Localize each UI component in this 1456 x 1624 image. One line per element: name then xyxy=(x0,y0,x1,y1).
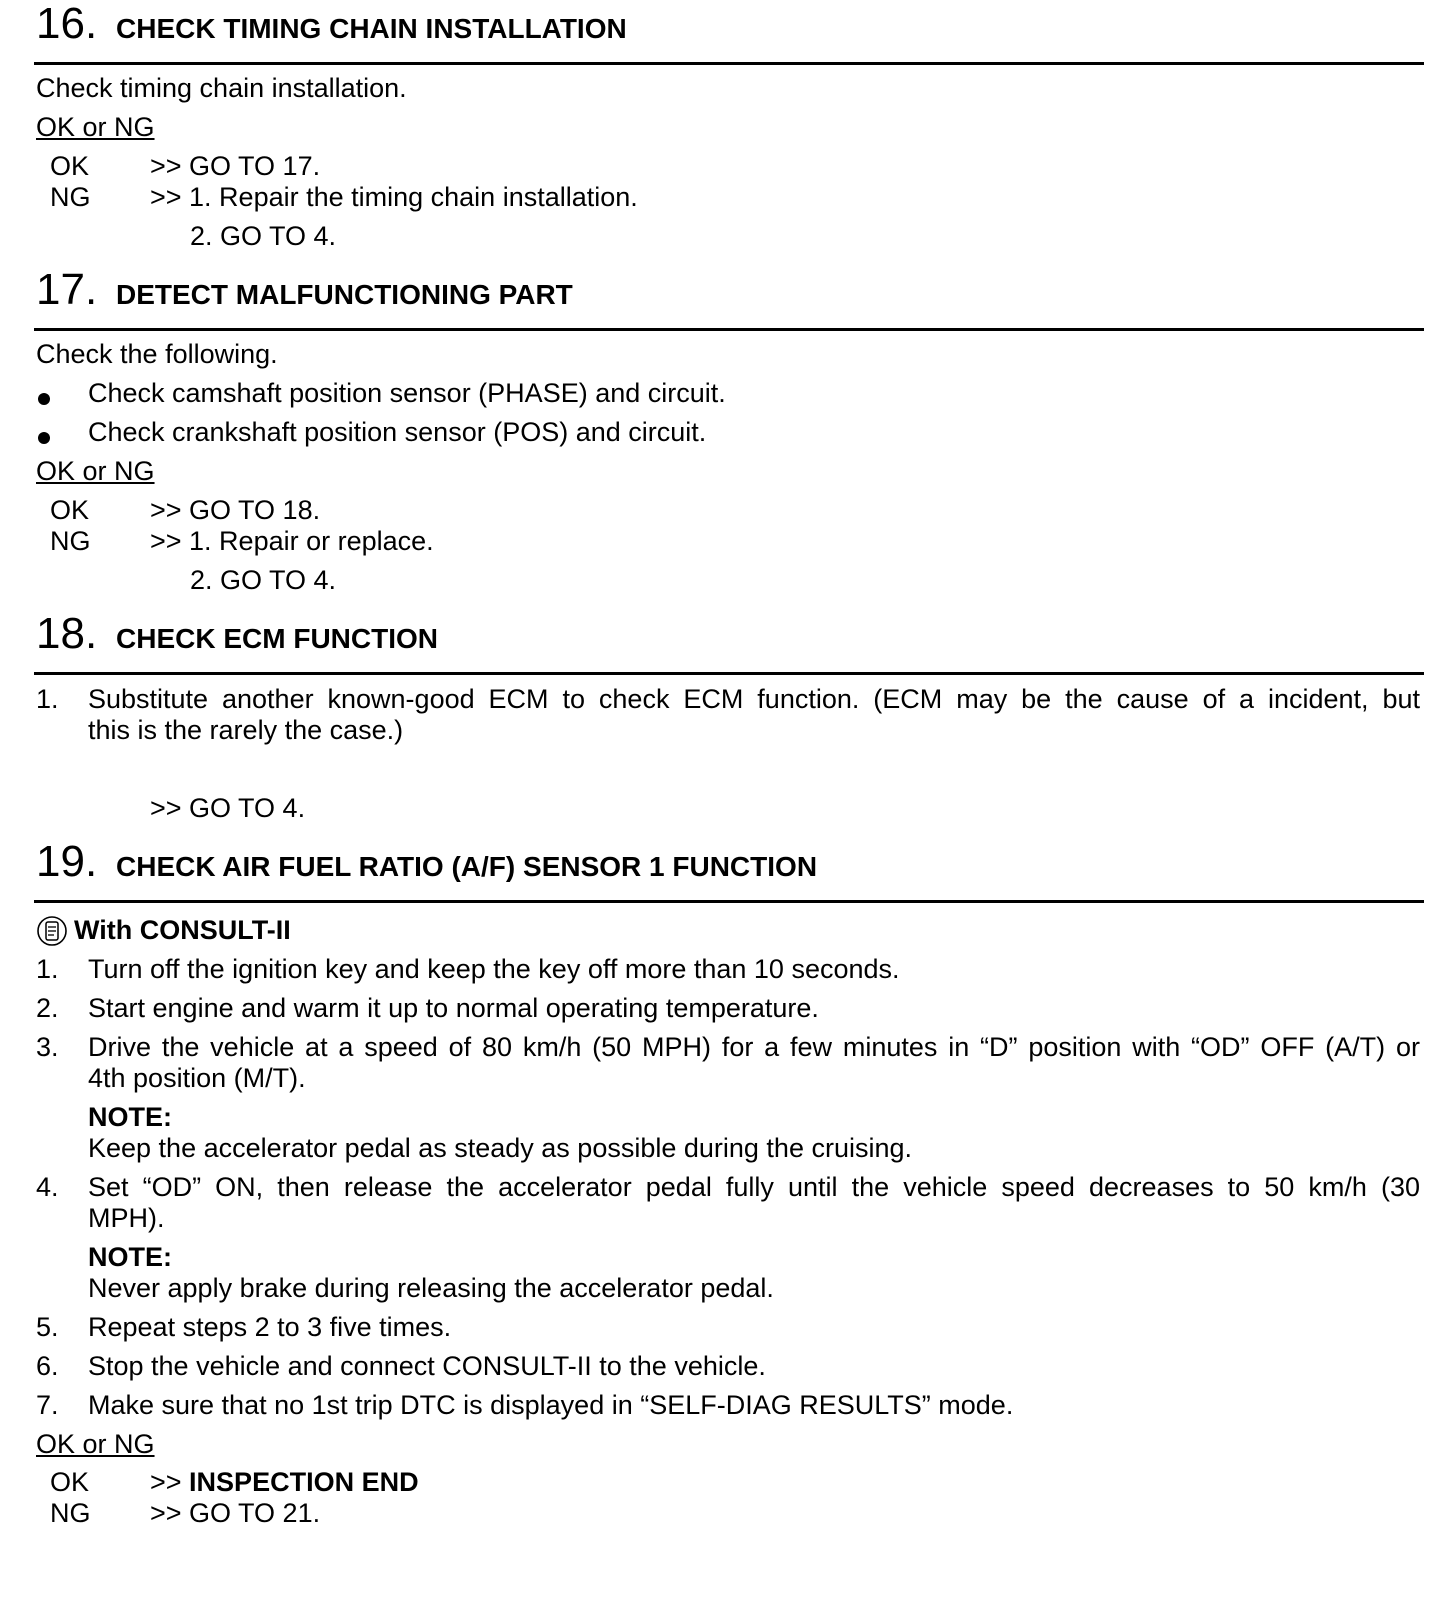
section-19-header xyxy=(34,838,1424,903)
step-text-line2: 4th position (M/T). xyxy=(88,1063,306,1093)
step-number: 7. xyxy=(36,1390,59,1420)
ng-label: NG xyxy=(50,182,91,212)
ok-action-text: INSPECTION END xyxy=(189,1467,419,1497)
note-text: Keep the accelerator pedal as steady as possible during the cruising. xyxy=(88,1133,913,1163)
ok-label: OK xyxy=(50,1467,90,1497)
step-number: 1. xyxy=(36,954,59,984)
step-text-line2: this is the rarely the case.) xyxy=(88,715,404,745)
ng-action: >> GO TO 21. xyxy=(150,1498,321,1528)
ok-action xyxy=(150,1466,419,1498)
ng-label: NG xyxy=(50,1498,91,1528)
bullet-icon xyxy=(38,432,50,444)
step-text-line1: Set “OD” ON, then release the accelerator pedal fully until the vehicle speed decreases to 50 km/h (30 xyxy=(88,1172,1420,1202)
step-text-line2: MPH). xyxy=(88,1203,165,1233)
section-17-header xyxy=(34,266,1424,331)
step-number: 1. xyxy=(36,684,59,714)
step-text: Repeat steps 2 to 3 five times. xyxy=(88,1312,452,1342)
section-title: CHECK AIR FUEL RATIO (A/F) SENSOR 1 FUNCTION xyxy=(116,851,818,882)
step-number: 5. xyxy=(36,1312,59,1342)
section-number: 19. xyxy=(36,837,98,886)
ng-action-2: 2. GO TO 4. xyxy=(190,221,337,251)
step-number: 3. xyxy=(36,1032,59,1062)
note-text: Never apply brake during releasing the accelerator pedal. xyxy=(88,1273,774,1303)
bullet-item: Check camshaft position sensor (PHASE) and circuit. xyxy=(88,378,726,408)
bullet-icon xyxy=(38,393,50,405)
step-number: 2. xyxy=(36,993,59,1023)
ok-or-ng-label: OK or NG xyxy=(36,112,155,142)
ng-label: NG xyxy=(50,526,91,556)
bullet-item: Check crankshaft position sensor (POS) and circuit. xyxy=(88,417,707,447)
ok-label: OK xyxy=(50,151,90,181)
ok-label: OK xyxy=(50,495,90,525)
section-number: 16. xyxy=(36,0,98,48)
ok-action: >> GO TO 18. xyxy=(150,495,321,525)
step-text-line1: Substitute another known-good ECM to check ECM function. (ECM may be the cause of a incident, but xyxy=(88,684,1420,714)
note-label: NOTE: xyxy=(88,1242,172,1272)
section-18-header xyxy=(34,610,1424,675)
ok-action-prefix: >> xyxy=(150,1467,190,1497)
consult-label: With CONSULT-II xyxy=(74,915,291,945)
step-text: Stop the vehicle and connect CONSULT-II to the vehicle. xyxy=(88,1351,766,1381)
ng-action-1: >> 1. Repair or replace. xyxy=(150,526,434,556)
section-16-intro: Check timing chain installation. xyxy=(36,73,407,103)
ng-action-2: 2. GO TO 4. xyxy=(190,565,337,595)
ok-or-ng-label: OK or NG xyxy=(36,1429,155,1459)
step-text-line1: Drive the vehicle at a speed of 80 km/h (50 MPH) for a few minutes in “D” position with “OD” OFF (A/T) or xyxy=(88,1032,1420,1062)
section-17-intro: Check the following. xyxy=(36,339,278,369)
section-number: 18. xyxy=(36,609,98,658)
step-text: Turn off the ignition key and keep the key off more than 10 seconds. xyxy=(88,954,900,984)
section-16-header xyxy=(34,0,1424,65)
consult-tool-icon xyxy=(36,915,68,947)
ng-action-1: >> 1. Repair the timing chain installation. xyxy=(150,182,638,212)
section-18-action: >> GO TO 4. xyxy=(150,793,306,823)
step-number: 4. xyxy=(36,1172,59,1202)
section-title: CHECK ECM FUNCTION xyxy=(116,623,438,654)
note-label: NOTE: xyxy=(88,1102,172,1132)
ok-or-ng-label: OK or NG xyxy=(36,456,155,486)
step-text: Start engine and warm it up to normal operating temperature. xyxy=(88,993,819,1023)
section-title: DETECT MALFUNCTIONING PART xyxy=(116,279,573,310)
section-title: CHECK TIMING CHAIN INSTALLATION xyxy=(116,13,627,44)
section-number: 17. xyxy=(36,265,98,314)
ok-action: >> GO TO 17. xyxy=(150,151,321,181)
step-text: Make sure that no 1st trip DTC is displayed in “SELF-DIAG RESULTS” mode. xyxy=(88,1390,1014,1420)
step-number: 6. xyxy=(36,1351,59,1381)
